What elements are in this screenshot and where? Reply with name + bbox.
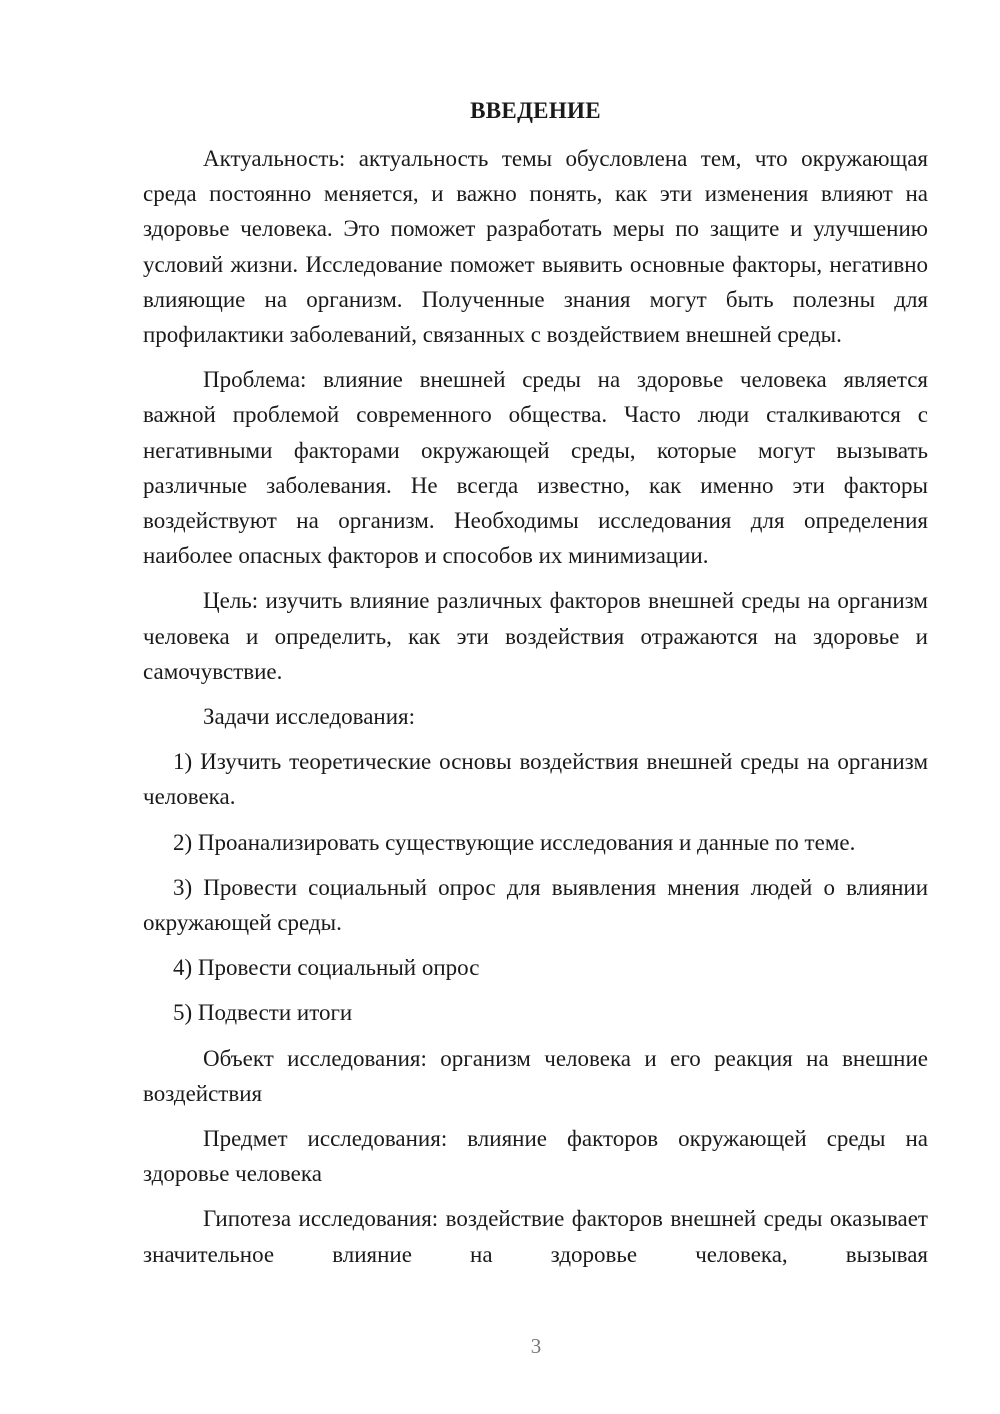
paragraph-goal: Цель: изучить влияние различных факторов внешней среды на организм человека и определить, как эти воздействия отражаются на здоровье и самочувствие. [143,588,928,684]
tasks-title: Задачи исследования: [203,704,416,730]
paragraph-relevance: Актуальность: актуальность темы обусловлена тем, что окружающая среда постоянно меняется, и важно понять, как эти изменения влияют на здоровье человека. Это поможет разработать меры по защите и улучшению условий жизни. Исследование поможет выявить основные факторы, негативно влияющие на организм. Полученные знания могут быть полезны для профилактики заболеваний, связанных с воздействием внешней среды. [143,146,928,348]
list-item-task-5: 5) Подвести итоги [173,1000,353,1026]
page-number: 3 [530,1334,542,1358]
page-title: ВВЕДЕНИЕ [470,98,601,123]
list-item-task-4: 4) Провести социальный опрос [173,955,480,981]
document-body [143,141,928,1282]
list-item-task-2: 2) Проанализировать существующие исследования и данные по теме. [173,829,856,855]
paragraph-object: Объект исследования: организм человека и его реакция на внешние воздействия [143,1045,928,1106]
paragraph-hypothesis: Гипотеза исследования: воздействие факторов внешней среды оказывает значительное влияние на здоровье человека, вызывая [143,1206,928,1267]
list-item-task-3: 3) Провести социальный опрос для выявления мнения людей о влиянии окружающей среды. [143,874,928,936]
paragraph-subject: Предмет исследования: влияние факторов окружающей среды на здоровье человека [143,1126,928,1187]
paragraph-problem: Проблема: влияние внешней среды на здоровье человека является важной проблемой современного общества. Часто люди сталкиваются с негативными факторами окружающей среды, которые могут вызывать различные заболевания. Не всегда известно, как именно эти факторы воздействуют на организм. Необходимы исследования для определения наиболее опасных факторов и способов их минимизации. [143,367,928,569]
list-item-task-1: 1) Изучить теоретические основы воздействия внешней среды на организм человека. [143,749,928,810]
